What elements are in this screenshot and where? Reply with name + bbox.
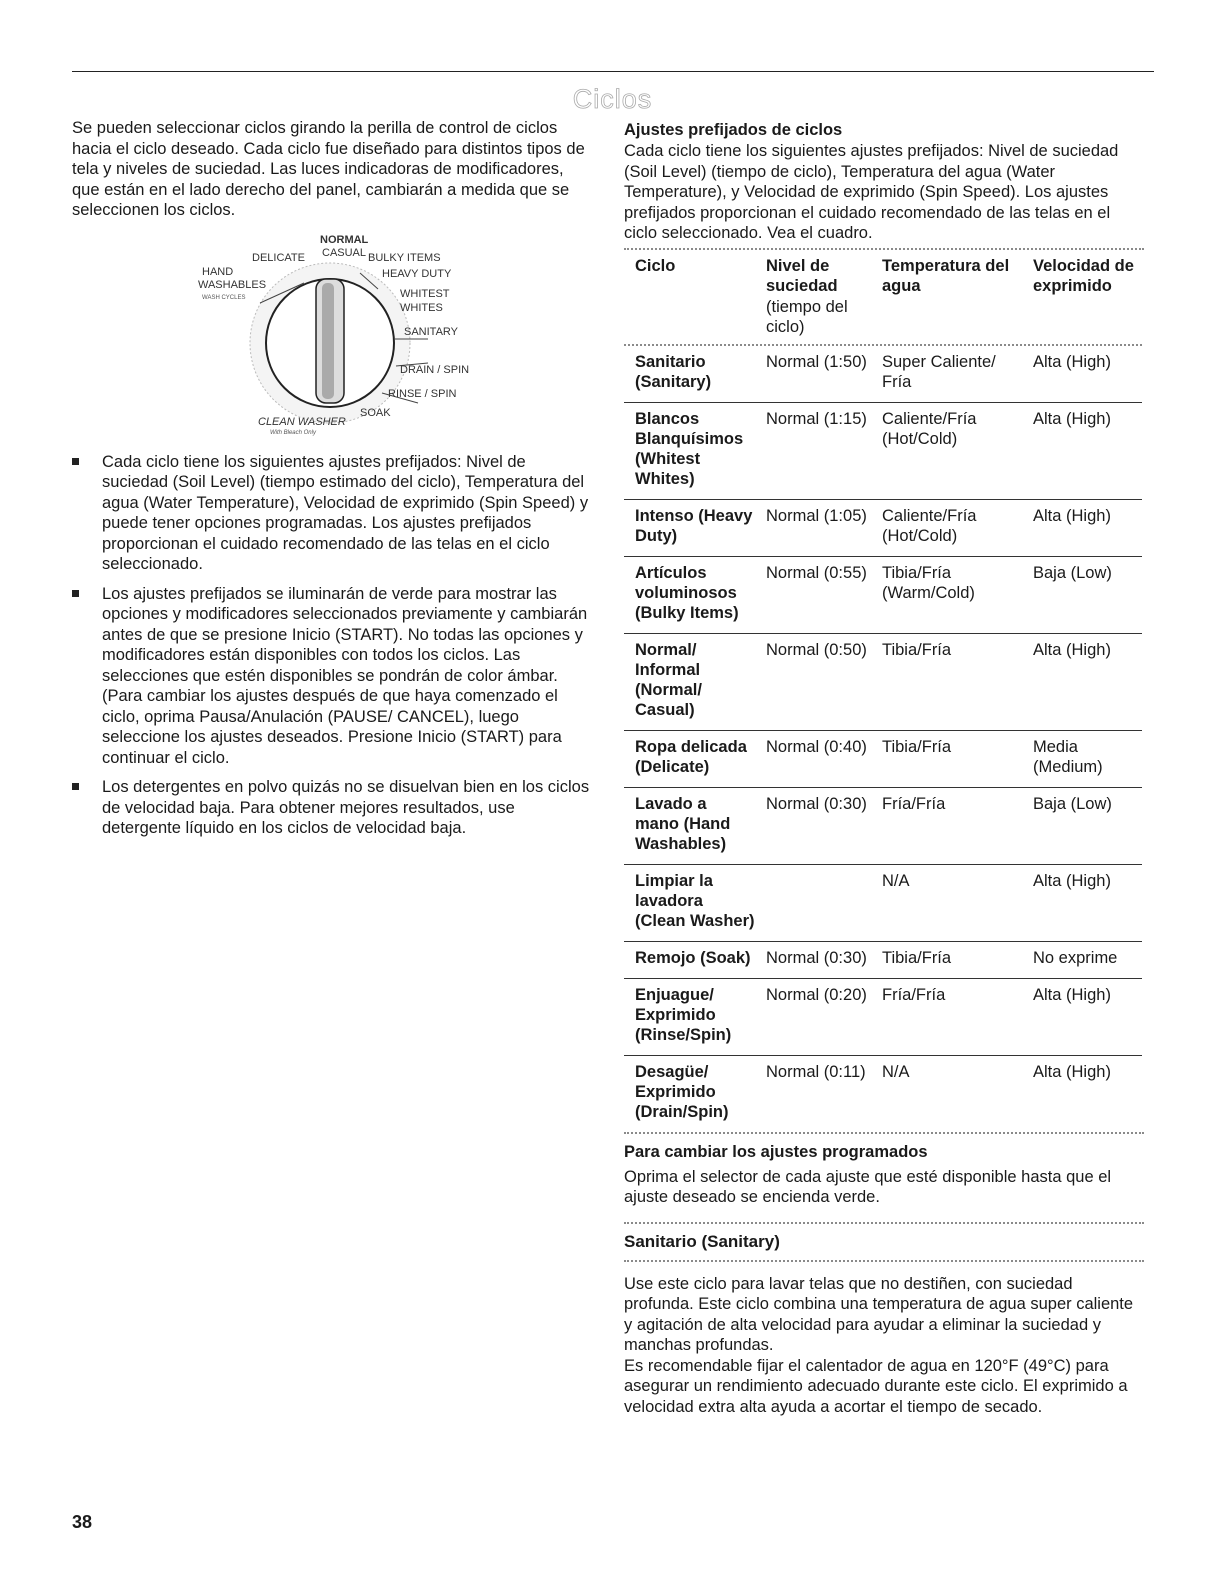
sanitary-heading: Sanitario (Sanitary) bbox=[624, 1231, 780, 1251]
left-column bbox=[72, 118, 592, 848]
dial-label-normal: NORMAL bbox=[320, 233, 369, 246]
cell-soil-level: Normal (0:20) bbox=[755, 978, 871, 1055]
cycle-knob-diagram bbox=[182, 231, 482, 436]
cell-cycle-name: Limpiar la lavadora (Clean Washer) bbox=[624, 864, 755, 941]
table-row bbox=[624, 730, 1142, 787]
dial-label-hand: HAND bbox=[202, 265, 234, 278]
cycle-dial-illustration bbox=[72, 231, 592, 436]
table-row bbox=[624, 346, 1142, 403]
cell-spin-speed: Baja (Low) bbox=[1022, 787, 1142, 864]
col-header-spin: Velocidad de exprimido bbox=[1033, 256, 1134, 295]
change-settings-heading: Para cambiar los ajustes programados bbox=[624, 1142, 928, 1161]
cell-water-temp: Tibia/Fría bbox=[871, 730, 1022, 787]
cell-spin-speed: Alta (High) bbox=[1022, 864, 1142, 941]
cell-soil-level: Normal (0:30) bbox=[755, 787, 871, 864]
dial-label-whitest: WHITEST bbox=[400, 287, 450, 300]
cell-spin-speed: Alta (High) bbox=[1022, 402, 1142, 499]
right-column bbox=[624, 120, 1144, 1417]
page-number: 38 bbox=[72, 1512, 93, 1532]
dial-label-wash-cycles: WASH CYCLES bbox=[202, 294, 246, 301]
table-row bbox=[624, 499, 1142, 556]
cell-soil-level: Normal (1:50) bbox=[755, 346, 871, 403]
cell-spin-speed: Alta (High) bbox=[1033, 1062, 1111, 1081]
cycle-settings-table bbox=[624, 250, 1142, 1132]
table-row bbox=[624, 787, 1142, 864]
table-row bbox=[624, 633, 1142, 730]
table-row bbox=[624, 978, 1142, 1055]
dial-label-soak: SOAK bbox=[360, 406, 391, 419]
cell-spin-speed: Alta (High) bbox=[1022, 978, 1142, 1055]
dial-label-clean-washer: CLEAN WASHER bbox=[258, 415, 346, 428]
cell-cycle-name: Enjuague/ Exprimido (Rinse/Spin) bbox=[624, 978, 755, 1055]
dial-label-rinse-spin: RINSE / SPIN bbox=[388, 387, 457, 400]
cell-water-temp: Fría/Fría bbox=[871, 978, 1022, 1055]
top-rule bbox=[72, 71, 1154, 72]
dial-label-washables: WASHABLES bbox=[198, 278, 267, 291]
cell-soil-level: Normal (0:50) bbox=[755, 633, 871, 730]
col-header-soil: Nivel de suciedad (tiempo del ciclo) bbox=[766, 256, 848, 336]
cell-water-temp: Caliente/Fría (Hot/Cold) bbox=[871, 402, 1022, 499]
cell-cycle-name: Lavado a mano (Hand Washables) bbox=[624, 787, 755, 864]
dial-label-delicate: DELICATE bbox=[252, 251, 305, 264]
cell-cycle-name: Artículos voluminosos (Bulky Items) bbox=[624, 556, 755, 633]
cell-soil-level: Normal (0:30) bbox=[755, 941, 871, 978]
table-row bbox=[624, 864, 1142, 941]
cell-water-temp: Fría/Fría bbox=[871, 787, 1022, 864]
table-row bbox=[624, 941, 1142, 978]
col-header-temp: Temperatura del agua bbox=[882, 256, 1010, 295]
bullet-list bbox=[72, 452, 592, 839]
cell-soil-level: Normal (0:55) bbox=[755, 556, 871, 633]
preset-heading: Ajustes prefijados de ciclos bbox=[624, 121, 843, 139]
cell-cycle-name: Normal/ Informal (Normal/ Casual) bbox=[624, 633, 755, 730]
table-body bbox=[624, 346, 1142, 1132]
cell-water-temp: Caliente/Fría (Hot/Cold) bbox=[871, 499, 1022, 556]
cell-cycle-name: Ropa delicada (Delicate) bbox=[624, 730, 755, 787]
bullet-square-icon bbox=[72, 590, 79, 597]
dotted-divider bbox=[624, 1260, 1144, 1262]
bullet-item: Los ajustes prefijados se iluminarán de verde para mostrar las opciones y modificadores seleccionados previamente y cambiarán antes de que se presione Inicio (START). No todas las opciones y modificadores están disponibles con todos los ciclos. Las selecciones que estén disponibles se pondrán de color ámbar. (Para cambiar los ajustes después de que haya comenzado el ciclo, oprima Pausa/Anulación (PAUSE/ CANCEL), luego seleccione los ajustes deseados. Presione Inicio (START) para continuar el ciclo. bbox=[72, 584, 592, 769]
page-title: Ciclos bbox=[572, 84, 653, 114]
cell-soil-level: Normal (1:15) bbox=[755, 402, 871, 499]
preset-paragraph: Cada ciclo tiene los siguientes ajustes prefijados: Nivel de suciedad (Soil Level) (tiempo de ciclo), Temperatura del agua (Water Temperature), y Velocidad de exprimido (Spin Speed). Los ajustes prefijados proporcionan el cuidado recomendado de las telas en el ciclo seleccionado. Vea el cuadro. bbox=[624, 142, 1119, 242]
bullet-square-icon bbox=[72, 458, 79, 465]
cell-water-temp: N/A bbox=[882, 1062, 910, 1081]
cell-spin-speed: Alta (High) bbox=[1022, 346, 1142, 403]
table-row bbox=[624, 556, 1142, 633]
cell-soil-level: Normal (1:05) bbox=[755, 499, 871, 556]
cell-soil-level: Normal (0:40) bbox=[755, 730, 871, 787]
cell-soil-level: Normal (0:11) bbox=[766, 1062, 866, 1081]
cell-cycle-name: Sanitario (Sanitary) bbox=[624, 346, 755, 403]
cell-spin-speed: No exprime bbox=[1022, 941, 1142, 978]
cell-soil-level bbox=[755, 864, 871, 941]
cell-spin-speed: Alta (High) bbox=[1022, 499, 1142, 556]
cell-spin-speed: Media (Medium) bbox=[1022, 730, 1142, 787]
cell-water-temp: Tibia/Fría (Warm/Cold) bbox=[871, 556, 1022, 633]
bullet-item: Cada ciclo tiene los siguientes ajustes prefijados: Nivel de suciedad (Soil Level) (tiempo estimado del ciclo), Temperatura del agua (Water Temperature), Velocidad de exprimido (Spin Speed) y puede tener opciones programadas. Los ajustes prefijados proporcionan el cuidado recomendado de las telas en el ciclo seleccionado. bbox=[72, 452, 592, 575]
cell-cycle-name: Blancos Blanquísimos (Whitest Whites) bbox=[624, 402, 755, 499]
sanitary-paragraph-1: Use este ciclo para lavar telas que no destiñen, con suciedad profunda. Este ciclo combina una temperatura de agua super caliente y agitación de alta velocidad para ayudar a eliminar la suciedad y manchas profundas. bbox=[624, 1274, 1134, 1354]
dotted-divider bbox=[624, 1132, 1144, 1134]
cell-cycle-name: Remojo (Soak) bbox=[624, 941, 755, 978]
dial-label-bulky: BULKY ITEMS bbox=[368, 251, 441, 264]
sanitary-paragraph-2: Es recomendable fijar el calentador de agua en 120°F (49°C) para asegurar un rendimiento adecuado durante este ciclo. El exprimido a velocidad extra alta ayuda a acortar el tiempo de secado. bbox=[624, 1356, 1128, 1416]
cell-water-temp: Tibia/Fría bbox=[871, 633, 1022, 730]
cell-water-temp: Tibia/Fría bbox=[871, 941, 1022, 978]
dial-label-heavy-duty: HEAVY DUTY bbox=[382, 267, 452, 280]
cell-water-temp: Super Caliente/ Fría bbox=[871, 346, 1022, 403]
knob-grip-shade bbox=[322, 283, 334, 399]
col-header-cycle: Ciclo bbox=[635, 256, 676, 275]
bullet-item: Los detergentes en polvo quizás no se disuelvan bien en los ciclos de velocidad baja. Para obtener mejores resultados, use detergente líquido en los ciclos de velocidad baja. bbox=[72, 777, 592, 839]
cell-spin-speed: Alta (High) bbox=[1022, 633, 1142, 730]
cell-cycle-name: Desagüe/ Exprimido (Drain/Spin) bbox=[635, 1062, 729, 1121]
dial-label-whites: WHITES bbox=[400, 301, 443, 314]
dial-label-sanitary: SANITARY bbox=[404, 325, 458, 338]
table-row bbox=[624, 402, 1142, 499]
table-row bbox=[624, 1055, 1142, 1132]
change-settings-paragraph: Oprima el selector de cada ajuste que esté disponible hasta que el ajuste deseado se encienda verde. bbox=[624, 1167, 1112, 1206]
table-header-row bbox=[624, 250, 1142, 344]
dial-label-drain-spin: DRAIN / SPIN bbox=[400, 363, 470, 376]
cell-cycle-name: Intenso (Heavy Duty) bbox=[624, 499, 755, 556]
cell-spin-speed: Baja (Low) bbox=[1022, 556, 1142, 633]
dial-label-casual: CASUAL bbox=[322, 246, 367, 259]
cell-water-temp: N/A bbox=[871, 864, 1022, 941]
bullet-square-icon bbox=[72, 783, 79, 790]
intro-paragraph: Se pueden seleccionar ciclos girando la perilla de control de ciclos hacia el ciclo deseado. Cada ciclo fue diseñado para distintos tipos de tela y niveles de suciedad. Las luces indicadoras de modificadores, que están en el lado derecho del panel, cambiarán a medida que se seleccionen los ciclos. bbox=[72, 119, 585, 219]
dial-label-clean-sub: With Bleach Only bbox=[270, 429, 316, 436]
